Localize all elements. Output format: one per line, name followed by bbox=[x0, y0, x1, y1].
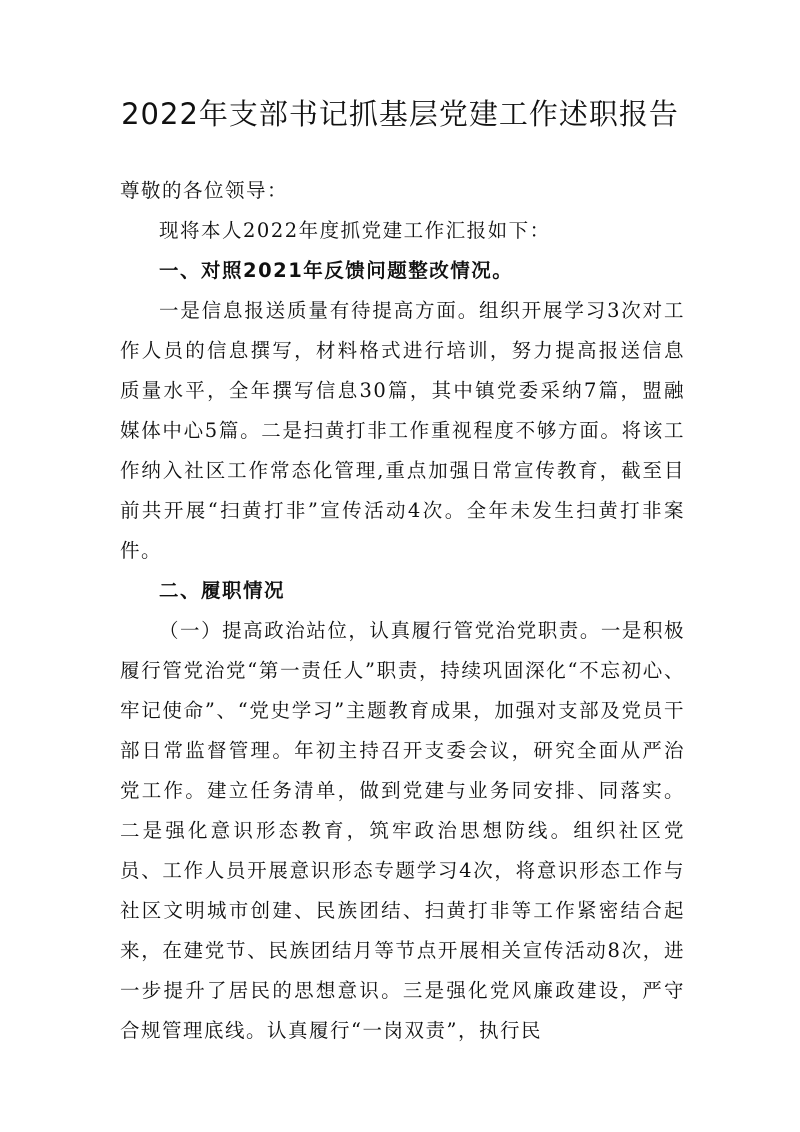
section-1-paragraph: 一是信息报送质量有待提高方面。组织开展学习3次对工作人员的信息撰写，材料格式进行培训，努力提高报送信息质量水平，全年撰写信息30篇，其中镇党委采纳7篇，盟融媒体中心5篇。二是扫黄打非工作重视程度不够方面。将该工作纳入社区工作常态化管理,重点加强日常宣传教育，截至目前共开展“扫黄打非”宣传活动4次。全年未发生扫黄打非案件。 bbox=[120, 299, 685, 562]
section-heading-1: 一、对照2021年反馈问题整改情况。 bbox=[159, 259, 514, 282]
section-2-paragraph: （一）提高政治站位，认真履行管党治党职责。一是积极履行管党治党“第一责任人”职责，持续巩固深化“不忘初心、牢记使命”、“党史学习”主题教育成果，加强对支部及党员干部日常监督管理。年初主持召开支委会议，研究全面从严治党工作。建立任务清单，做到党建与业务同安排、同落实。二是强化意识形态教育，筑牢政治思想防线。组织社区党员、工作人员开展意识形态专题学习4次，将意识形态工作与社区文明城市创建、民族团结、扫黄打非等工作紧密结合起来，在建党节、民族团结月等节点开展相关宣传活动8次，进一步提升了居民的思想意识。三是强化党风廉政建设，严守合规管理底线。认真履行“一岗双责”，执行民 bbox=[120, 619, 685, 1042]
section-heading-2: 二、履职情况 bbox=[159, 579, 286, 602]
intro-paragraph: 现将本人2022年度抓党建工作汇报如下： bbox=[159, 219, 551, 242]
salutation: 尊敬的各位领导： bbox=[120, 179, 289, 202]
document-body bbox=[120, 171, 685, 1051]
document-title: 2022年支部书记抓基层党建工作述职报告 bbox=[121, 97, 679, 131]
